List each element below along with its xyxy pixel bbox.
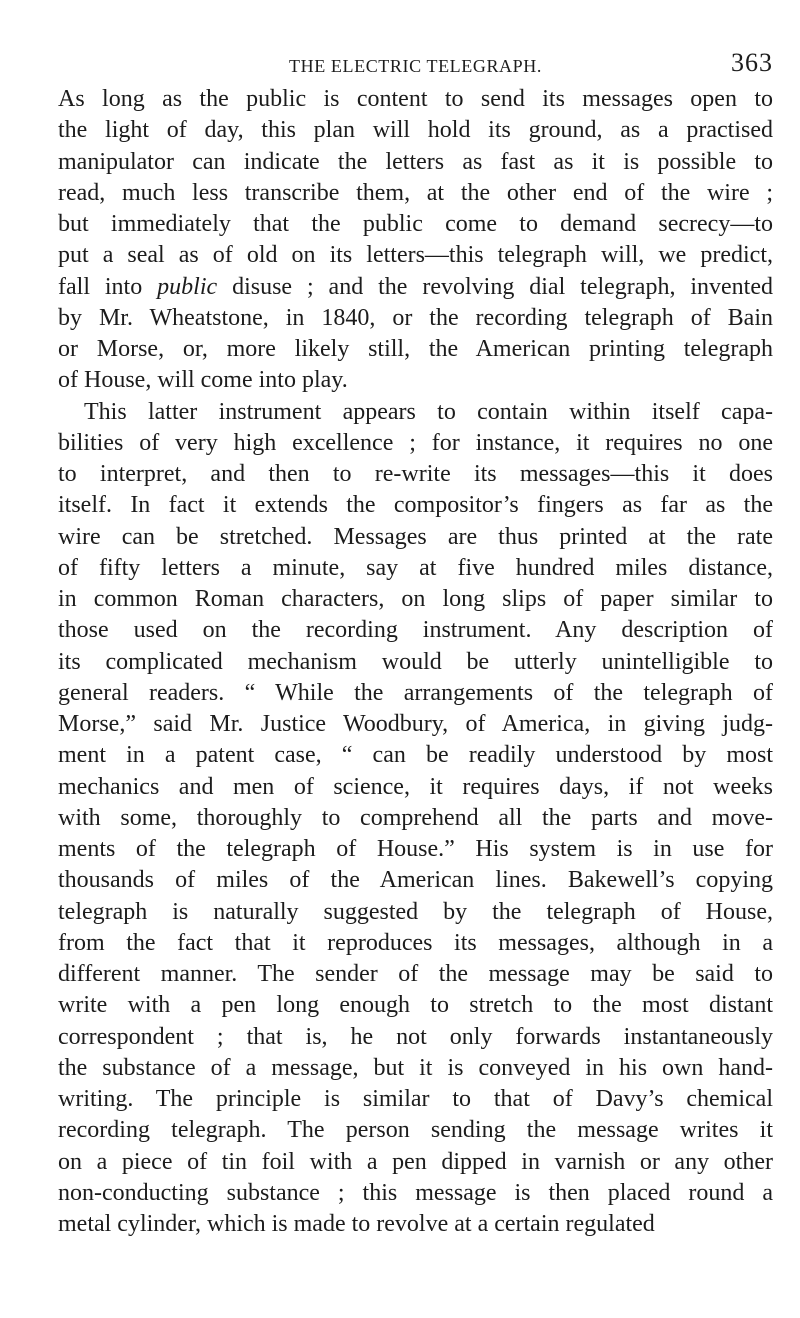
text-line: ments of the telegraph of House.” His system is in use for [58, 836, 773, 862]
text-line: read, much less transcribe them, at the other end of the wire ; [58, 179, 773, 206]
text-line: the light of day, this plan will hold its ground, as a practised [58, 117, 773, 144]
text-line: metal cylinder, which is made to revolve at a certain regulated [58, 1211, 655, 1237]
text-line: general readers. “ While the arrangements of the telegraph of [58, 679, 773, 706]
text-line: writing. The principle is similar to that of Davy’s chemical [58, 1086, 773, 1112]
text-line: those used on the recording instrument. Any description of [58, 617, 773, 644]
text-line: recording telegraph. The person sending the message writes it [58, 1117, 773, 1144]
text-line: but immediately that the public come to demand secrecy—to [58, 211, 773, 237]
text-line: from the fact that it reproduces its messages, although in a [58, 929, 773, 956]
text-line: manipulator can indicate the letters as fast as it is possible to [58, 148, 773, 175]
text-line: correspondent ; that is, he not only forwards instantaneously [58, 1023, 773, 1050]
text-line: write with a pen long enough to stretch to the most distant [58, 992, 773, 1019]
text-line: thousands of miles of the American lines. Bakewell’s copying [58, 867, 773, 894]
text-line: by Mr. Wheatstone, in 1840, or the recording telegraph of Bain [58, 304, 773, 331]
text-line: mechanics and men of science, it requires days, if not weeks [58, 773, 773, 800]
text-line: As long as the public is content to send its messages open to [58, 86, 773, 112]
text-line: itself. In fact it extends the compositor’s fingers as far as the [58, 492, 773, 519]
text-line: non-conducting substance ; this message is then placed round a [58, 1179, 773, 1206]
text-line: Morse,” said Mr. Justice Woodbury, of America, in giving judg- [58, 711, 773, 737]
page-number: 363 [731, 48, 773, 77]
body-text [58, 84, 773, 1240]
text-line: in common Roman characters, on long slips of paper similar to [58, 586, 773, 612]
running-title: THE ELECTRIC TELEGRAPH. [289, 56, 542, 76]
text-line: wire can be stretched. Messages are thus printed at the rate [58, 523, 773, 550]
text-line: ment in a patent case, “ can be readily understood by most [58, 742, 773, 769]
text-line: with some, thoroughly to comprehend all the parts and move- [58, 804, 773, 831]
text-line: bilities of very high excellence ; for instance, it requires no one [58, 429, 773, 456]
text-line: to interpret, and then to re-write its messages—this it does [58, 461, 773, 487]
text-line: telegraph is naturally suggested by the telegraph of House, [58, 898, 773, 925]
text-line: of fifty letters a minute, say at five hundred miles distance, [58, 554, 773, 581]
text-line: different manner. The sender of the message may be said to [58, 961, 773, 987]
text-line: the substance of a message, but it is conveyed in his own hand- [58, 1054, 773, 1081]
text-line: fall into public disuse ; and the revolving dial telegraph, invented [58, 273, 773, 300]
text-line: its complicated mechanism would be utterly unintelligible to [58, 648, 773, 675]
page-header [58, 48, 773, 88]
text-line: put a seal as of old on its letters—this telegraph will, we predict, [58, 242, 773, 269]
text-line: of House, will come into play. [58, 367, 348, 394]
text-line: This latter instrument appears to contain within itself capa- [84, 398, 773, 425]
text-line: on a piece of tin foil with a pen dipped in varnish or any other [58, 1148, 773, 1175]
text-line: or Morse, or, more likely still, the American printing telegraph [58, 336, 773, 362]
